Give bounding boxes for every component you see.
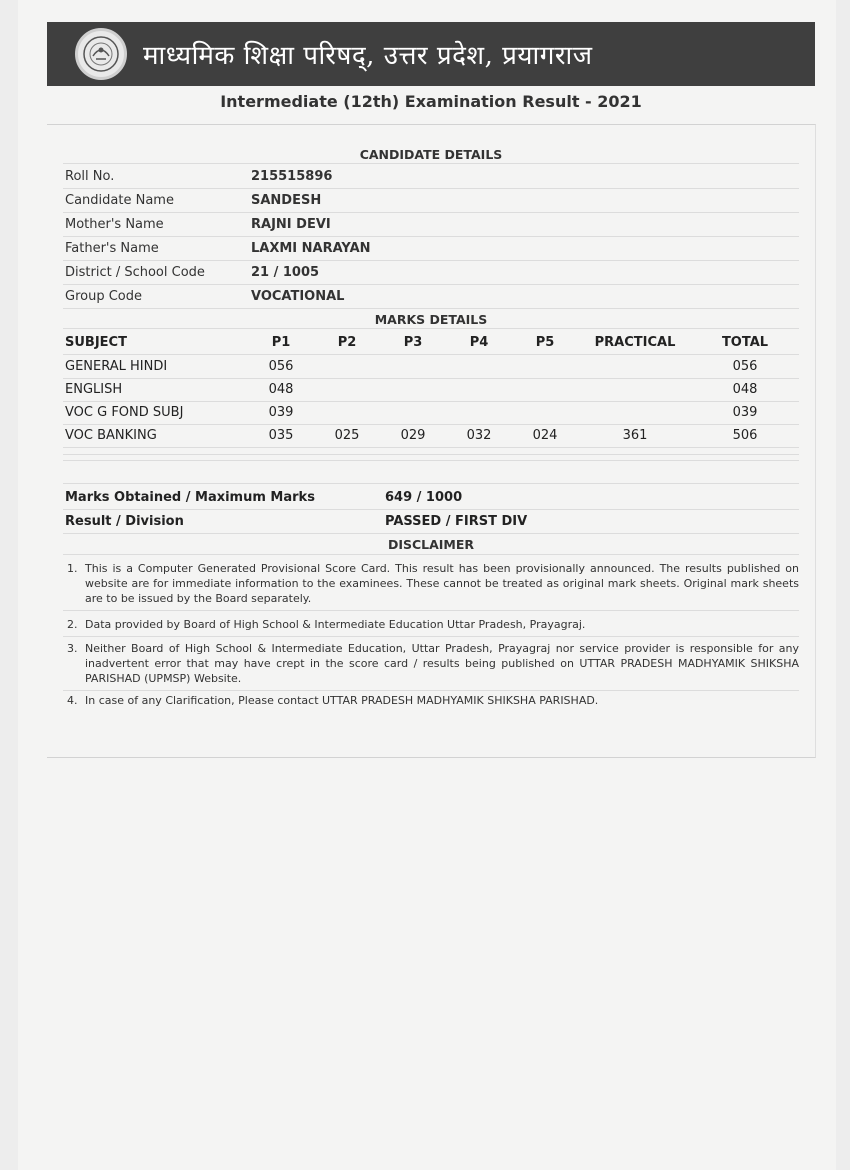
p1-cell: 035: [268, 428, 294, 443]
disclaimer-item: [63, 617, 799, 637]
marks-header-row: [63, 331, 799, 355]
col-p5: P5: [535, 335, 555, 350]
disclaimer-item: [63, 693, 799, 712]
disclaimer-text: Data provided by Board of High School & Intermediate Education Uttar Pradesh, Prayagraj.: [85, 618, 586, 631]
disclaimer-text: Neither Board of High School & Intermediate Education, Uttar Pradesh, Prayagraj nor service provider is responsible for any inadvertent error that may have crept in the score card / results being published on UTTAR PRADESH MADHYAMIK SHIKSHA PARISHAD (UPMSP) Website.: [85, 642, 799, 685]
field-label: Group Code: [65, 289, 142, 304]
field-value: 215515896: [251, 169, 333, 184]
field-label: Mother's Name: [65, 217, 164, 232]
table-row: [63, 378, 799, 402]
result-division-row: [63, 510, 799, 534]
field-value: LAXMI NARAYAN: [251, 241, 371, 256]
subject-cell: VOC BANKING: [65, 428, 157, 443]
candidate-row-name: [63, 189, 799, 213]
field-label: Father's Name: [65, 241, 159, 256]
field-value: VOCATIONAL: [251, 289, 345, 304]
total-cell: 056: [732, 359, 758, 374]
disclaimer-text: In case of any Clarification, Please contact UTTAR PRADESH MADHYAMIK SHIKSHA PARISHAD.: [85, 694, 599, 707]
p1-cell: 048: [268, 382, 294, 397]
p1-cell: 056: [268, 359, 294, 374]
field-value: 21 / 1005: [251, 265, 320, 280]
result-box: [47, 124, 816, 758]
total-cell: 506: [732, 428, 758, 443]
field-label: Candidate Name: [65, 193, 174, 208]
candidate-details-heading: CANDIDATE DETAILS: [359, 147, 503, 162]
disclaimer-text: This is a Computer Generated Provisional Score Card. This result has been provisionally announced. The results published on website are for immediate information to the examinees. These cannot be treated as original mark sheets. Original mark sheets are to be issued by the Board separately.: [85, 562, 799, 605]
disclaimer-item: [63, 561, 799, 611]
p3-cell: 029: [400, 428, 426, 443]
table-row: [63, 424, 799, 448]
result-division-value: PASSED / FIRST DIV: [385, 514, 528, 529]
marks-summary-row: [63, 486, 799, 510]
emblem-icon: [81, 34, 121, 74]
candidate-row-district: [63, 261, 799, 285]
disclaimer-number: 1.: [67, 562, 78, 575]
subject-cell: GENERAL HINDI: [65, 359, 168, 374]
total-cell: 039: [732, 405, 758, 420]
col-p3: P3: [403, 335, 423, 350]
candidate-row-father: [63, 237, 799, 261]
disclaimer-number: 2.: [67, 618, 78, 631]
disclaimer-number: 4.: [67, 694, 78, 707]
field-label: Roll No.: [65, 169, 115, 184]
marks-obtained-label: Marks Obtained / Maximum Marks: [65, 490, 315, 505]
disclaimer-item: [63, 641, 799, 691]
subject-cell: ENGLISH: [65, 382, 123, 397]
col-p2: P2: [337, 335, 357, 350]
total-cell: 048: [732, 382, 758, 397]
table-row: [63, 355, 799, 379]
col-total: TOTAL: [721, 335, 769, 350]
board-logo-icon: [75, 28, 127, 80]
candidate-row-mother: [63, 213, 799, 237]
field-label: District / School Code: [65, 265, 205, 280]
col-p1: P1: [271, 335, 291, 350]
p5-cell: 024: [532, 428, 558, 443]
p1-cell: 039: [268, 405, 294, 420]
result-division-label: Result / Division: [65, 514, 184, 529]
candidate-row-group: [63, 285, 799, 309]
col-p4: P4: [469, 335, 489, 350]
p4-cell: 032: [466, 428, 492, 443]
candidate-row-roll: [63, 165, 799, 189]
field-value: RAJNI DEVI: [251, 217, 331, 232]
board-title: माध्यमिक शिक्षा परिषद्, उत्तर प्रदेश, प्रयागराज: [143, 41, 593, 71]
col-subject: SUBJECT: [65, 335, 127, 350]
disclaimer-number: 3.: [67, 642, 78, 655]
p2-cell: 025: [334, 428, 360, 443]
subject-cell: VOC G FOND SUBJ: [65, 405, 184, 420]
exam-title: Intermediate (12th) Examination Result - 2021: [220, 92, 642, 111]
field-value: SANDESH: [251, 193, 322, 208]
practical-cell: 361: [622, 428, 648, 443]
marks-obtained-value: 649 / 1000: [385, 490, 463, 505]
marks-details-heading: MARKS DETAILS: [374, 312, 488, 327]
table-row: [63, 401, 799, 425]
col-practical: PRACTICAL: [594, 335, 676, 350]
board-header: [47, 22, 815, 86]
disclaimer-heading: DISCLAIMER: [387, 537, 475, 552]
